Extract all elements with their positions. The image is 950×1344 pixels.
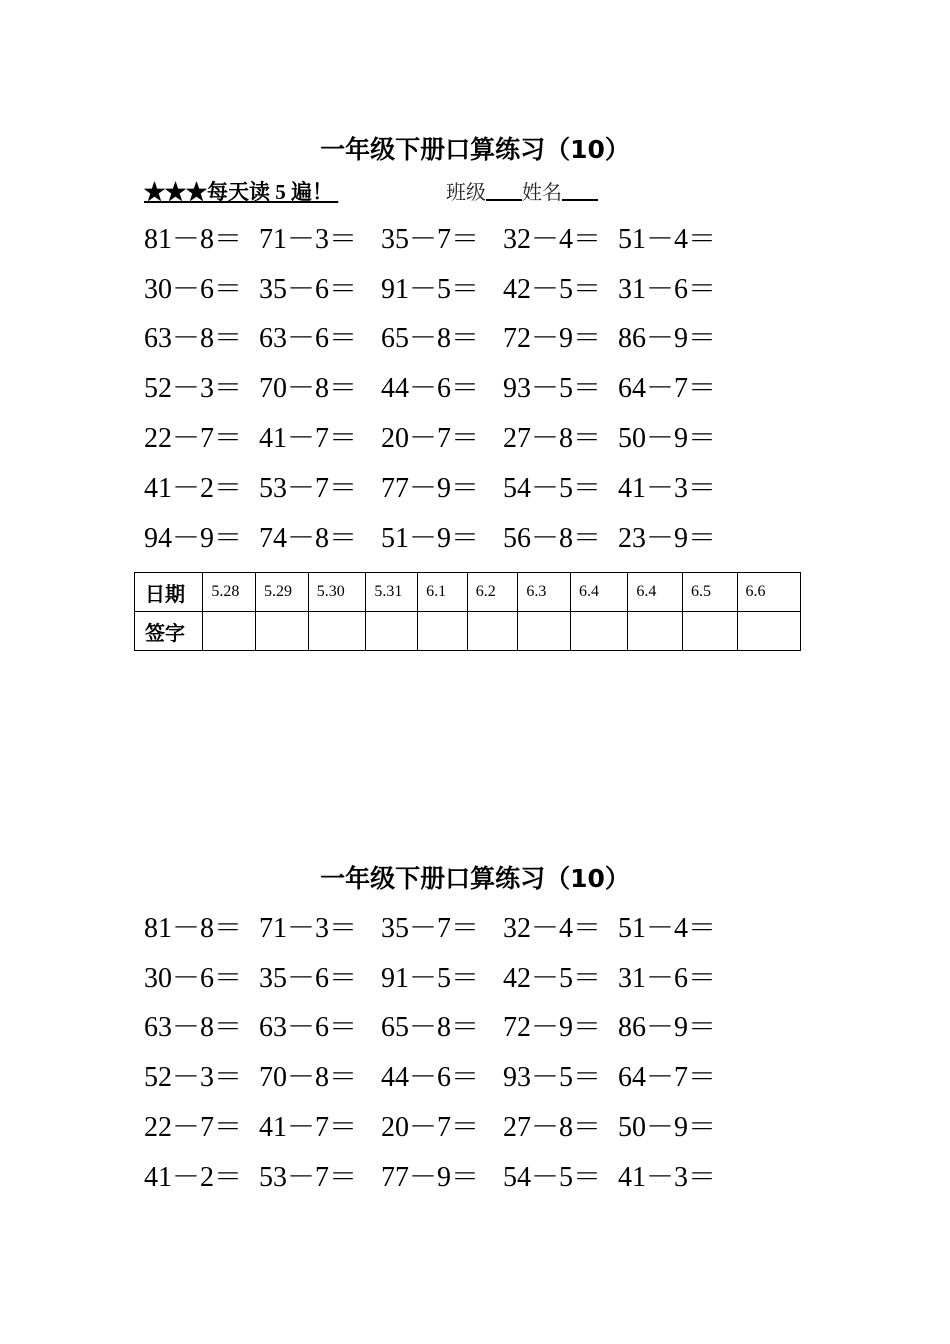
math-problem: 44－6＝ [381,1062,480,1094]
math-problem: 94－9＝ [144,522,243,554]
worksheet-2 [0,857,950,1200]
signature-cell[interactable] [628,612,683,651]
worksheet-1 [0,128,950,645]
signature-label: 签字 [135,612,203,651]
date-cell: 6.2 [467,573,518,612]
math-problem: 52－3＝ [144,1062,243,1094]
math-problem: 41－3＝ [618,472,717,504]
math-problem: 91－5＝ [381,962,480,994]
math-problem: 53－7＝ [259,1161,358,1193]
problem-row [144,951,950,1001]
class-name-fields [446,176,598,205]
math-problem: 27－8＝ [503,1112,602,1144]
math-problem: 30－6＝ [144,962,243,994]
math-problem: 42－5＝ [503,962,602,994]
signature-cell[interactable] [518,612,571,651]
math-problem: 53－7＝ [259,472,358,504]
math-problem: 71－3＝ [259,912,358,944]
signature-row [135,612,801,651]
math-problem: 71－3＝ [259,223,358,255]
date-cell: 6.1 [418,573,468,612]
date-cell: 5.28 [203,573,256,612]
name-label: 姓名 [522,180,562,204]
reading-log-table [134,572,801,651]
math-problem: 56－8＝ [503,522,602,554]
math-problem: 86－9＝ [618,323,717,355]
math-problem: 51－4＝ [618,912,717,944]
math-problem: 70－8＝ [259,1062,358,1094]
math-problem: 64－7＝ [618,373,717,405]
date-cell: 6.3 [518,573,571,612]
signature-cell[interactable] [682,612,737,651]
problem-row [144,1100,950,1150]
math-problem: 63－8＝ [144,1012,243,1044]
math-problem: 72－9＝ [503,323,602,355]
signature-cell[interactable] [418,612,468,651]
math-problem: 64－7＝ [618,1062,717,1094]
problem-row [144,901,950,951]
signature-cell[interactable] [737,612,800,651]
math-problem: 31－6＝ [618,273,717,305]
signature-cell[interactable] [570,612,627,651]
math-problem: 52－3＝ [144,373,243,405]
math-problem: 30－6＝ [144,273,243,305]
signature-cell[interactable] [256,612,309,651]
math-problem: 77－9＝ [381,472,480,504]
problem-row [144,1050,950,1100]
problem-row [144,1150,950,1200]
math-problem: 63－6＝ [259,323,358,355]
math-problem: 35－6＝ [259,962,358,994]
math-problem: 72－9＝ [503,1012,602,1044]
date-label: 日期 [135,573,203,612]
math-problem: 93－5＝ [503,1062,602,1094]
math-problem: 35－6＝ [259,273,358,305]
math-problem: 41－7＝ [259,423,358,455]
problem-row [144,312,950,362]
problem-grid [144,901,950,1200]
date-cell: 6.5 [682,573,737,612]
class-blank[interactable] [486,179,522,201]
math-problem: 86－9＝ [618,1012,717,1044]
math-problem: 42－5＝ [503,273,602,305]
problem-row [144,361,950,411]
problem-row [144,1001,950,1051]
signature-cell[interactable] [366,612,418,651]
math-problem: 32－4＝ [503,223,602,255]
math-problem: 27－8＝ [503,423,602,455]
math-problem: 50－9＝ [618,1112,717,1144]
math-problem: 74－8＝ [259,522,358,554]
math-problem: 32－4＝ [503,912,602,944]
math-problem: 41－2＝ [144,1161,243,1193]
math-problem: 35－7＝ [381,223,480,255]
header-row [0,172,950,212]
worksheet-title: 一年级下册口算练习（10） [320,135,630,164]
problem-row [144,461,950,511]
problem-grid [144,212,950,561]
date-cell: 6.4 [628,573,683,612]
problem-row [144,262,950,312]
daily-reading-note: ★★★每天读 5 遍！ [144,180,339,204]
date-cell: 5.30 [308,573,366,612]
date-cell: 5.31 [366,573,418,612]
problem-row [144,411,950,461]
signature-cell[interactable] [308,612,366,651]
math-problem: 44－6＝ [381,373,480,405]
math-problem: 31－6＝ [618,962,717,994]
problem-row [144,212,950,262]
math-problem: 51－9＝ [381,522,480,554]
math-problem: 81－8＝ [144,223,243,255]
math-problem: 91－5＝ [381,273,480,305]
worksheet-title: 一年级下册口算练习（10） [320,864,630,893]
math-problem: 63－6＝ [259,1012,358,1044]
math-problem: 70－8＝ [259,373,358,405]
signature-cell[interactable] [467,612,518,651]
date-row [135,573,801,612]
math-problem: 20－7＝ [381,423,480,455]
date-cell: 6.4 [570,573,627,612]
math-problem: 93－5＝ [503,373,602,405]
math-problem: 63－8＝ [144,323,243,355]
problem-row [144,511,950,561]
math-problem: 51－4＝ [618,223,717,255]
class-label: 班级 [446,180,486,204]
math-problem: 54－5＝ [503,1161,602,1193]
math-problem: 77－9＝ [381,1161,480,1193]
math-problem: 22－7＝ [144,423,243,455]
name-blank[interactable] [562,179,598,201]
date-cell: 5.29 [256,573,309,612]
math-problem: 50－9＝ [618,423,717,455]
math-problem: 41－2＝ [144,472,243,504]
math-problem: 41－3＝ [618,1161,717,1193]
math-problem: 35－7＝ [381,912,480,944]
math-problem: 20－7＝ [381,1112,480,1144]
date-cell: 6.6 [737,573,800,612]
math-problem: 54－5＝ [503,472,602,504]
math-problem: 41－7＝ [259,1112,358,1144]
signature-cell[interactable] [203,612,256,651]
math-problem: 65－8＝ [381,323,480,355]
math-problem: 65－8＝ [381,1012,480,1044]
math-problem: 81－8＝ [144,912,243,944]
math-problem: 22－7＝ [144,1112,243,1144]
math-problem: 23－9＝ [618,522,717,554]
